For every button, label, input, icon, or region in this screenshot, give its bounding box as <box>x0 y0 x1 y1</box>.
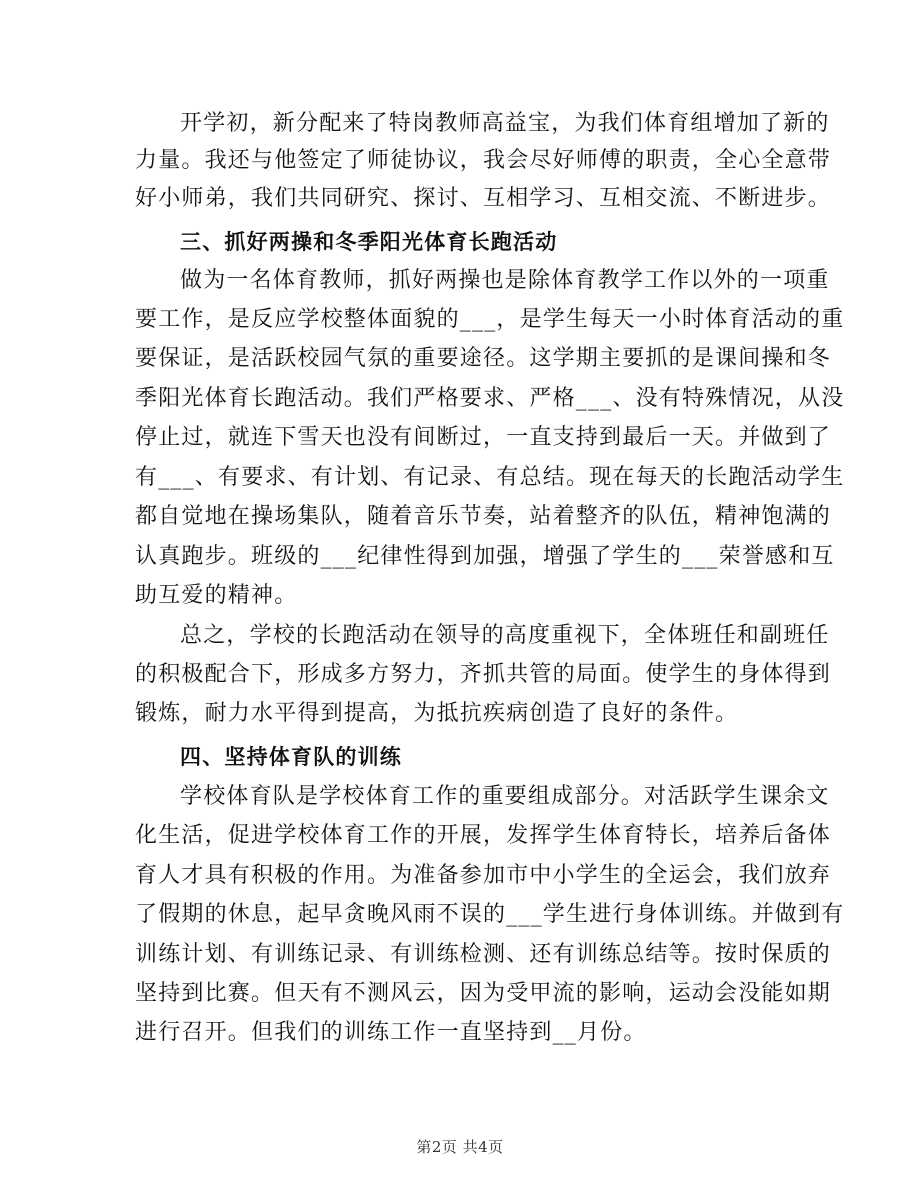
paragraph-line: 停止过，就连下雪天也没有间断过，一直支持到最后一天。并做到了 <box>135 425 832 450</box>
section-heading-3: 三、抓好两操和冬季阳光体育长跑活动 <box>180 230 558 254</box>
paragraph-line: 学校体育队是学校体育工作的重要组成部分。对活跃学生课余文 <box>180 784 830 809</box>
paragraph-line: 认真跑步。班级的___纪律性得到加强，增强了学生的___荣誉感和互 <box>135 544 835 569</box>
paragraph-line: 助互爱的精神。 <box>135 583 298 608</box>
paragraph-line: 化生活，促进学校体育工作的开展，发挥学生体育特长，培养后备体 <box>135 823 832 848</box>
section-heading-4: 四、坚持体育队的训练 <box>180 745 402 769</box>
paragraph-line: 要保证，是活跃校园气氛的重要途径。这学期主要抓的是课间操和冬 <box>135 346 832 371</box>
paragraph-line: 训练计划、有训练记录、有训练检测、还有训练总结等。按时保质的 <box>135 942 832 967</box>
paragraph-line: 育人才具有积极的作用。为准备参加市中小学生的全运会，我们放弃 <box>135 863 832 888</box>
paragraph-line: 坚持到比赛。但天有不测风云，因为受甲流的影响，运动会没能如期 <box>135 981 832 1006</box>
paragraph-line: 进行召开。但我们的训练工作一直坚持到__月份。 <box>135 1020 647 1045</box>
paragraph-line: 都自觉地在操场集队，随着音乐节奏，站着整齐的队伍，精神饱满的 <box>135 504 832 529</box>
page-number-footer: 第2页 共4页 <box>416 1138 504 1156</box>
paragraph-line: 锻炼，耐力水平得到提高，为抵抗疾病创造了良好的条件。 <box>135 701 739 726</box>
paragraph-line: 好小师弟，我们共同研究、探讨、互相学习、互相交流、不断进步。 <box>135 186 832 211</box>
paragraph-line: 了假期的休息，起早贪晚风雨不误的___学生进行身体训练。并做到有 <box>135 902 845 927</box>
paragraph-line: 季阳光体育长跑活动。我们严格要求、严格___、没有特殊情况，从没 <box>135 386 845 411</box>
paragraph-line: 力量。我还与他签定了师徒协议，我会尽好师傅的职责，全心全意带 <box>135 148 832 173</box>
paragraph-line: 有___、有要求、有计划、有记录、有总结。现在每天的长跑活动学生 <box>135 465 845 490</box>
paragraph-line: 要工作，是反应学校整体面貌的___，是学生每天一小时体育活动的重 <box>135 307 845 332</box>
paragraph-line: 总之，学校的长跑活动在领导的高度重视下，全体班任和副班任 <box>180 623 830 648</box>
paragraph-line: 开学初，新分配来了特岗教师高益宝，为我们体育组增加了新的 <box>180 111 830 136</box>
paragraph-line: 做为一名体育教师，抓好两操也是除体育教学工作以外的一项重 <box>180 268 830 293</box>
paragraph-line: 的积极配合下，形成多方努力，齐抓共管的局面。使学生的身体得到 <box>135 662 832 687</box>
